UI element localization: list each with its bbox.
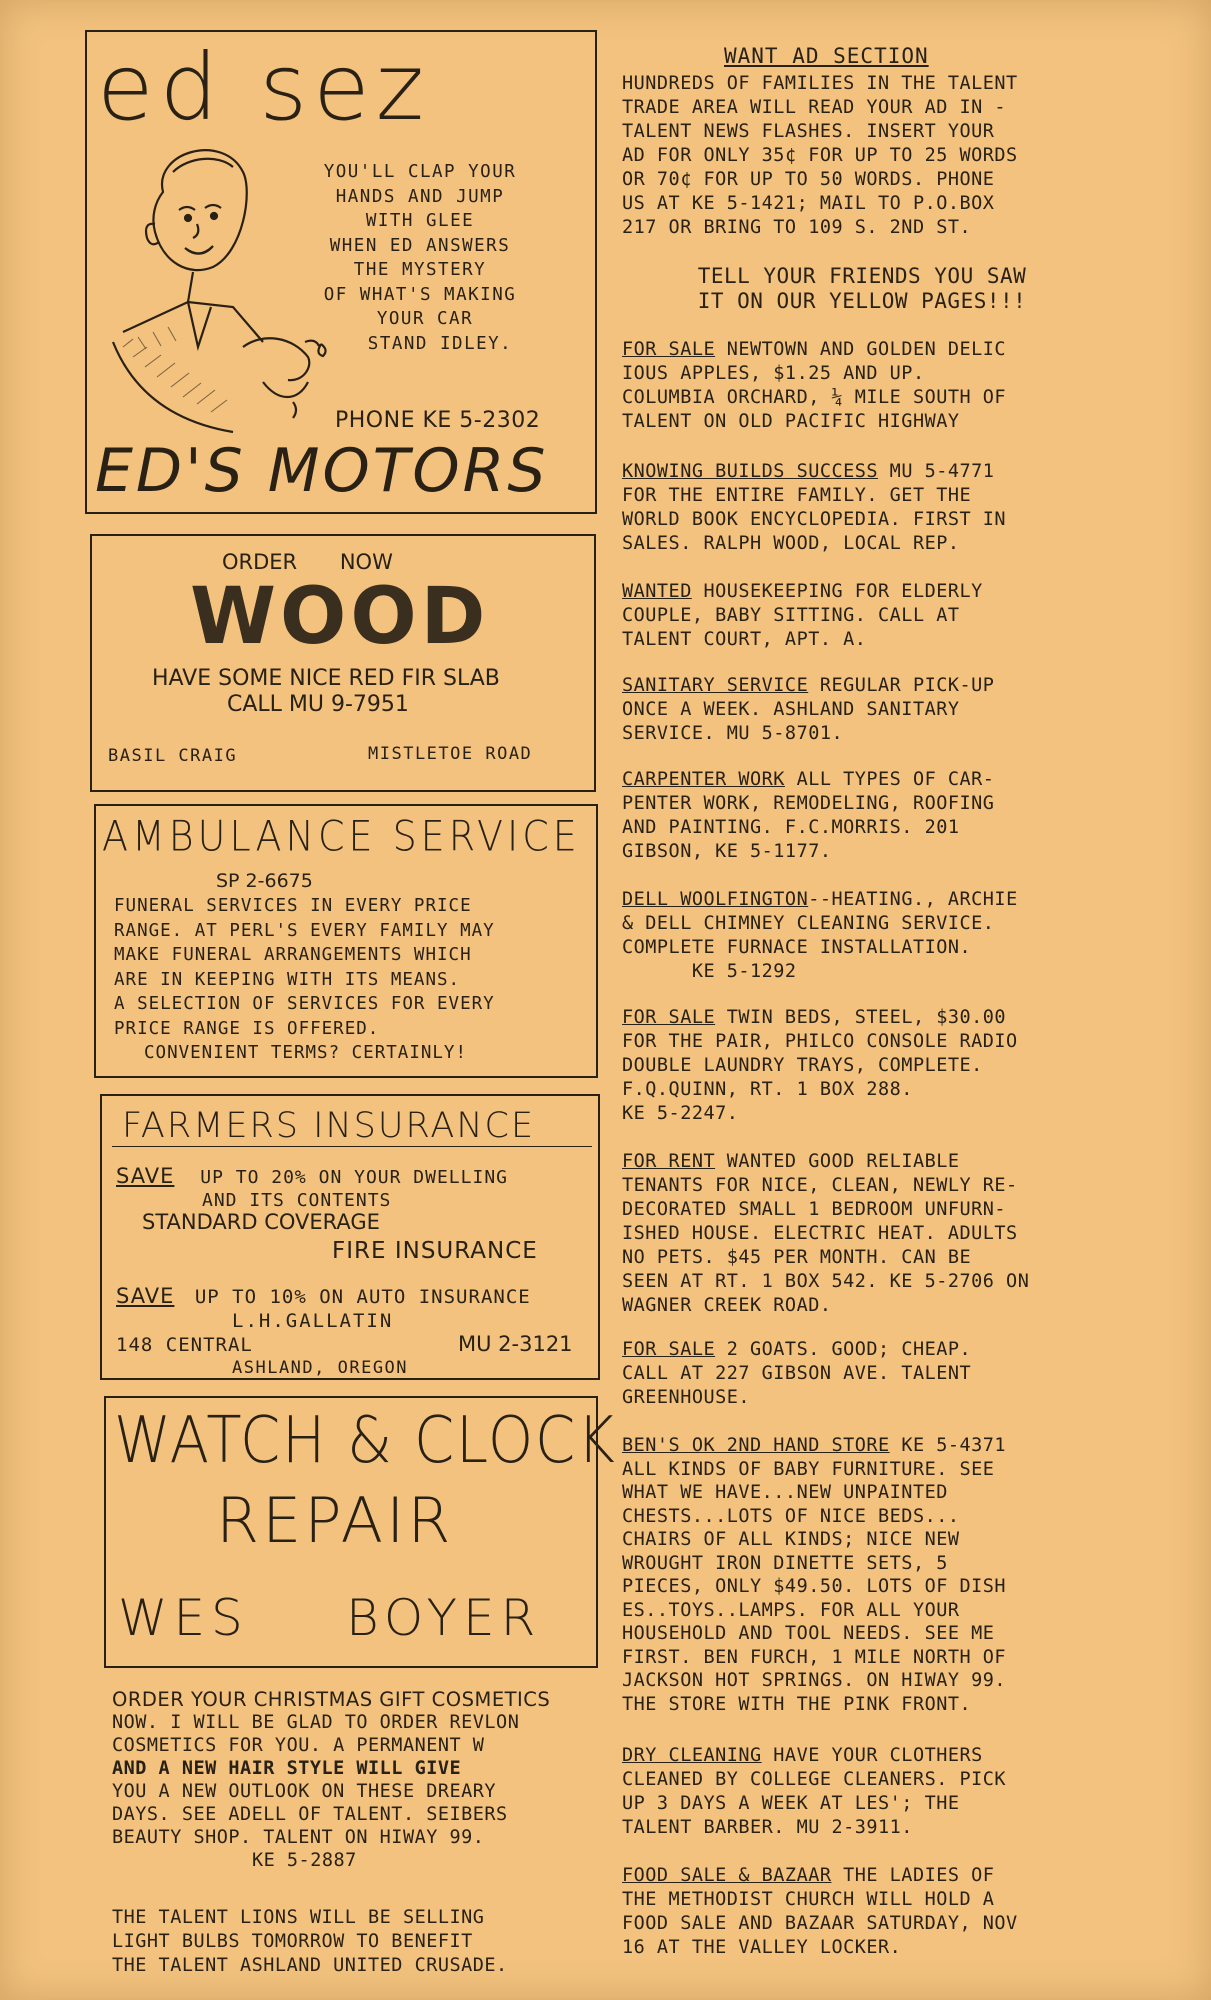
listing-text: PIECES, ONLY $49.50. LOTS OF DISH: [622, 1576, 1007, 1597]
intro-line: AD FOR ONLY 35¢ FOR UP TO 25 WORDS: [622, 145, 1018, 166]
listing-text: TALENT COURT, APT. A.: [622, 629, 867, 650]
farmers-insurance-ad: [100, 1094, 600, 1380]
listing-text: FIRST. BEN FURCH, 1 MILE NORTH OF: [622, 1646, 1007, 1668]
intro-line: TRADE AREA WILL READ YOUR AD IN -: [622, 97, 1007, 118]
farmers-coverage: STANDARD COVERAGE: [142, 1210, 380, 1234]
ed-line: YOUR CAR: [376, 309, 474, 329]
farmers-headline: FARMERS INSURANCE: [122, 1106, 536, 1146]
listing-text: FOR THE PAIR, PHILCO CONSOLE RADIO: [622, 1031, 1018, 1052]
listing-text: HOUSEKEEPING FOR ELDERLY: [691, 581, 983, 602]
farmers-city: ASHLAND, OREGON: [232, 1358, 409, 1378]
ed-ad-body: [265, 160, 585, 356]
ed-phone: PHONE KE 5-2302: [335, 408, 541, 433]
ed-sez-title: ed sez: [97, 34, 431, 141]
ambulance-ad: [94, 804, 598, 1078]
intro-line: 217 OR BRING TO 109 S. 2ND ST.: [622, 217, 972, 238]
ambulance-line: MAKE FUNERAL ARRANGEMENTS WHICH: [114, 945, 472, 965]
listing-text: ES..TOYS..LAMPS. FOR ALL YOUR: [622, 1599, 960, 1621]
ambulance-line: RANGE. AT PERL'S EVERY FAMILY MAY: [114, 920, 495, 941]
listing-text: NO PETS. $45 PER MONTH. CAN BE: [622, 1247, 972, 1268]
intro-line: HUNDREDS OF FAMILIES IN THE TALENT: [622, 73, 1018, 94]
listing-label: BEN'S OK 2ND HAND STORE: [622, 1435, 890, 1456]
farmers-divider: [112, 1146, 592, 1147]
cosmetics-line: ORDER YOUR CHRISTMAS GIFT COSMETICS: [112, 1688, 551, 1711]
listing-text: HOUSEHOLD AND TOOL NEEDS. SEE ME: [622, 1623, 995, 1644]
listing-second-hand-store: [622, 1434, 1142, 1716]
ed-line: THE MYSTERY: [353, 260, 487, 280]
listing-text: SALES. RALPH WOOD, LOCAL REP.: [622, 533, 960, 554]
farmers-save2: [116, 1284, 531, 1308]
lions-line: THE TALENT LIONS WILL BE SELLING: [112, 1907, 485, 1928]
cosmetics-line: NOW. I WILL BE GLAD TO ORDER REVLON: [112, 1712, 520, 1733]
farmers-address: 148 CENTRAL: [116, 1334, 253, 1356]
listing-text: TENANTS FOR NICE, CLEAN, NEWLY RE-: [622, 1175, 1018, 1196]
farmers-fire: FIRE INSURANCE: [332, 1238, 538, 1264]
farmers-save1-label: SAVE: [116, 1164, 175, 1188]
listing-text: --HEATING., ARCHIE: [808, 889, 1018, 910]
lions-line: THE TALENT ASHLAND UNITED CRUSADE.: [112, 1955, 508, 1976]
listing-text: F.Q.QUINN, RT. 1 BOX 288.: [622, 1079, 913, 1100]
listing-text: WANTED GOOD RELIABLE: [715, 1151, 960, 1172]
tell-line: TELL YOUR FRIENDS YOU SAW: [697, 264, 1027, 288]
ambulance-body: [114, 894, 495, 1066]
listing-label: FOR SALE: [622, 339, 716, 360]
ed-line: HANDS AND JUMP: [335, 186, 505, 207]
listing-text: KE 5-1292: [622, 961, 797, 982]
lions-line: LIGHT BULBS TOMORROW TO BENEFIT: [112, 1931, 473, 1952]
listing-label: FOOD SALE & BAZAAR: [622, 1865, 832, 1886]
listing-text: CHAIRS OF ALL KINDS; NICE NEW: [622, 1529, 960, 1550]
watch-line2: REPAIR: [216, 1484, 454, 1557]
listing-text: UP 3 DAYS A WEEK AT LES'; THE: [622, 1793, 960, 1814]
listing-label: FOR SALE: [622, 1007, 716, 1028]
listing-label: WANTED: [622, 581, 692, 602]
listing-text: DOUBLE LAUNDRY TRAYS, COMPLETE.: [622, 1055, 983, 1076]
listing-text: COLUMBIA ORCHARD, ¼ MILE SOUTH OF: [622, 387, 1007, 408]
wood-location: MISTLETOE ROAD: [368, 744, 533, 764]
listing-text: COUPLE, BABY SITTING. CALL AT: [622, 605, 960, 626]
ambulance-line: CONVENIENT TERMS? CERTAINLY!: [144, 1043, 468, 1063]
listing-label: DELL WOOLFINGTON: [622, 889, 809, 910]
listing-text: SERVICE. MU 5-8701.: [622, 723, 844, 744]
eds-motors-ad: [85, 30, 597, 514]
watch-line1: WATCH & CLOCK: [114, 1404, 617, 1478]
listing-text: NEWTOWN AND GOLDEN DELIC: [715, 339, 1007, 360]
listing-text: CHESTS...LOTS OF NICE BEDS...: [622, 1505, 960, 1527]
listing-text: SEEN AT RT. 1 BOX 542. KE 5-2706 ON: [622, 1271, 1030, 1292]
listing-encyclopedia: [622, 460, 1142, 556]
listing-text: 2 GOATS. GOOD; CHEAP.: [715, 1339, 972, 1360]
listing-text: THE METHODIST CHURCH WILL HOLD A: [622, 1889, 995, 1910]
listing-text: THE LADIES OF: [831, 1865, 995, 1886]
listing-text: TWIN BEDS, STEEL, $30.00: [715, 1007, 1007, 1028]
listing-text: HAVE YOUR CLOTHERS: [761, 1745, 983, 1766]
ambulance-phone: SP 2-6675: [216, 870, 313, 892]
listing-text: PENTER WORK, REMODELING, ROOFING: [622, 793, 995, 814]
watch-clock-repair-ad: [104, 1396, 617, 1668]
ed-line: YOU'LL CLAP YOUR: [323, 162, 517, 182]
listing-housekeeping: [622, 580, 1142, 652]
listing-text: 16 AT THE VALLEY LOCKER.: [622, 1937, 902, 1958]
wood-line1: HAVE SOME NICE RED FIR SLAB: [152, 666, 500, 691]
listing-label: DRY CLEANING: [622, 1745, 762, 1766]
farmers-save2-label: SAVE: [116, 1284, 175, 1308]
listing-carpenter: [622, 768, 1142, 864]
ambulance-line: ARE IN KEEPING WITH ITS MEANS.: [114, 969, 461, 990]
lions-ad: [112, 1906, 508, 1978]
listing-text: TALENT ON OLD PACIFIC HIGHWAY: [622, 411, 960, 432]
listing-apples: [622, 338, 1142, 434]
ed-line: OF WHAT'S MAKING: [323, 284, 517, 305]
listing-text: ALL TYPES OF CAR-: [784, 769, 995, 790]
listing-text: MU 5-4771: [878, 461, 995, 482]
listing-text: REGULAR PICK-UP: [808, 675, 995, 696]
listing-label: KNOWING BUILDS SUCCESS: [622, 461, 879, 482]
cosmetics-line: BEAUTY SHOP. TALENT ON HIWAY 99.: [112, 1827, 485, 1848]
cosmetics-ad: [112, 1688, 550, 1872]
listing-text: CALL AT 227 GIBSON AVE. TALENT: [622, 1363, 972, 1384]
cosmetics-line: COSMETICS FOR YOU. A PERMANENT W: [112, 1735, 485, 1756]
wood-ad: [90, 534, 596, 792]
ed-line: WITH GLEE: [365, 211, 475, 231]
wood-headline: WOOD: [190, 572, 490, 662]
listing-text: TALENT BARBER. MU 2-3911.: [622, 1817, 913, 1838]
listing-text: FOR THE ENTIRE FAMILY. GET THE: [622, 485, 972, 506]
listing-text: WHAT WE HAVE...NEW UNPAINTED: [622, 1482, 948, 1503]
ambulance-line: FUNERAL SERVICES IN EVERY PRICE: [114, 896, 472, 916]
cosmetics-line: YOU A NEW OUTLOOK ON THESE DREARY: [112, 1781, 497, 1802]
listing-label: SANITARY SERVICE: [622, 675, 809, 696]
listing-text: KE 5-4371: [889, 1435, 1007, 1456]
listing-text: WORLD BOOK ENCYCLOPEDIA. FIRST IN: [622, 509, 1007, 530]
listing-text: WAGNER CREEK ROAD.: [622, 1295, 832, 1316]
listing-beds: [622, 1006, 1142, 1126]
watch-name-first: WES: [118, 1589, 249, 1647]
watch-name-last: BOYER: [346, 1589, 542, 1647]
intro-line: OR 70¢ FOR UP TO 50 WORDS. PHONE: [622, 169, 995, 190]
listing-sanitary: [622, 674, 1142, 746]
cosmetics-line: DAYS. SEE ADELL OF TALENT. SEIBERS: [112, 1804, 508, 1825]
wood-order-now: ORDER NOW: [222, 550, 393, 574]
tell-line: IT ON OUR YELLOW PAGES!!!: [697, 289, 1027, 313]
listing-text: DECORATED SMALL 1 BEDROOM UNFURN-: [622, 1199, 1007, 1220]
eds-motors-logo-text: ED'S MOTORS: [95, 436, 549, 506]
farmers-save2-text: UP TO 10% ON AUTO INSURANCE: [194, 1286, 531, 1308]
listing-label: FOR SALE: [622, 1339, 716, 1360]
ed-line: STAND IDLEY.: [367, 333, 513, 354]
listing-dry-cleaning: [622, 1744, 1142, 1840]
listing-text: ALL KINDS OF BABY FURNITURE. SEE: [622, 1458, 995, 1480]
listing-text: THE STORE WITH THE PINK FRONT.: [622, 1693, 972, 1715]
ambulance-headline: AMBULANCE SERVICE: [102, 812, 581, 861]
listing-text: WROUGHT IRON DINETTE SETS, 5: [622, 1552, 948, 1574]
listing-label: FOR RENT: [622, 1151, 716, 1172]
intro-line: US AT KE 5-1421; MAIL TO P.O.BOX: [622, 193, 995, 214]
listing-heating: [622, 888, 1142, 984]
wood-line2: CALL MU 9-7951: [227, 692, 409, 717]
farmers-save1-text: UP TO 20% ON YOUR DWELLING: [200, 1167, 508, 1188]
listing-text: GIBSON, KE 5-1177.: [622, 841, 832, 862]
want-ad-intro: [622, 72, 1122, 240]
want-ad-header: WANT AD SECTION: [724, 44, 929, 68]
listing-food-sale: [622, 1864, 1142, 1960]
listing-text: COMPLETE FURNACE INSTALLATION.: [622, 937, 972, 958]
ambulance-line: PRICE RANGE IS OFFERED.: [114, 1018, 380, 1039]
listing-text: & DELL CHIMNEY CLEANING SERVICE.: [622, 913, 995, 934]
cosmetics-line: KE 5-2887: [252, 1850, 357, 1871]
listing-text: IOUS APPLES, $1.25 AND UP.: [622, 363, 925, 384]
intro-line: TALENT NEWS FLASHES. INSERT YOUR: [622, 121, 995, 142]
cosmetics-line: AND A NEW HAIR STYLE WILL GIVE: [112, 1758, 462, 1779]
wood-name: BASIL CRAIG: [108, 746, 238, 766]
listing-text: KE 5-2247.: [622, 1103, 739, 1124]
listing-goats: [622, 1338, 1142, 1410]
want-ad-tell-friends: [622, 264, 1102, 314]
listing-text: ONCE A WEEK. ASHLAND SANITARY: [622, 699, 960, 720]
farmers-phone: MU 2-3121: [458, 1332, 573, 1356]
listing-text: FOOD SALE AND BAZAAR SATURDAY, NOV: [622, 1913, 1018, 1934]
farmers-agent: L.H.GALLATIN: [232, 1310, 394, 1332]
listing-text: ISHED HOUSE. ELECTRIC HEAT. ADULTS: [622, 1223, 1018, 1244]
ed-line: WHEN ED ANSWERS: [329, 235, 511, 256]
listing-text: CLEANED BY COLLEGE CLEANERS. PICK: [622, 1769, 1007, 1790]
listing-text: AND PAINTING. F.C.MORRIS. 201: [622, 817, 960, 838]
listing-label: CARPENTER WORK: [622, 769, 785, 790]
listing-rent: [622, 1150, 1142, 1318]
listing-text: GREENHOUSE.: [622, 1387, 751, 1408]
ambulance-line: A SELECTION OF SERVICES FOR EVERY: [114, 994, 495, 1014]
farmers-save1-line2: AND ITS CONTENTS: [202, 1190, 392, 1211]
listing-text: JACKSON HOT SPRINGS. ON HIWAY 99.: [622, 1670, 1007, 1691]
farmers-save1: [116, 1164, 508, 1188]
